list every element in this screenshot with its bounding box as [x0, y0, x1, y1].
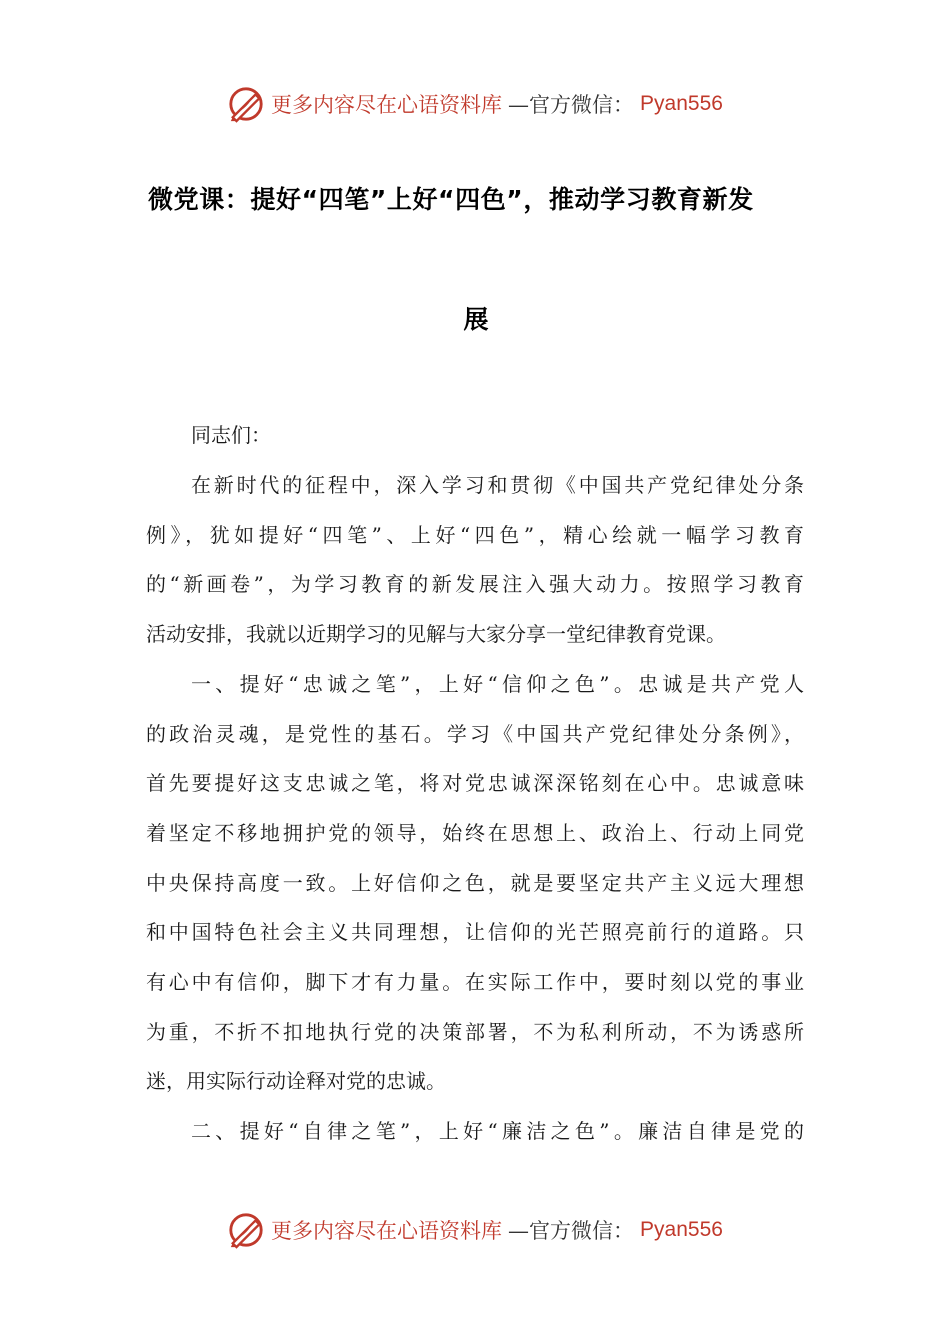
- watermark-main-text: 更多内容尽在心语资料库: [271, 93, 503, 117]
- watermark-main-text: 更多内容尽在心语资料库: [271, 1219, 503, 1243]
- watermark-separator-text: —官方微信：: [508, 93, 635, 117]
- paragraph-line: 在新时代的征程中，深入学习和贯彻《中国共产党纪律处分条: [191, 473, 804, 497]
- paragraph-line: 活动安排，我就以近期学习的见解与大家分享一堂纪律教育党课。: [146, 622, 726, 646]
- document-title-line-2: 展: [463, 305, 489, 334]
- pen-logo-icon: [227, 85, 265, 123]
- paragraph-line: 二、提好“自律之笔”，上好“廉洁之色”。廉洁自律是党的: [191, 1119, 804, 1143]
- salutation: 同志们：: [191, 423, 271, 447]
- paragraph-line: 的“新画卷”，为学习教育的新发展注入强大动力。按照学习教育: [146, 572, 804, 596]
- paragraph-line: 有心中有信仰，脚下才有力量。在实际工作中，要时刻以党的事业: [146, 970, 804, 994]
- watermark-header: [0, 84, 950, 124]
- paragraph-line: 和中国特色社会主义共同理想，让信仰的光芒照亮前行的道路。只: [146, 920, 804, 944]
- paragraph-line: 中央保持高度一致。上好信仰之色，就是要坚定共产主义远大理想: [146, 871, 804, 895]
- paragraph-line: 迷，用实际行动诠释对党的忠诚。: [146, 1069, 446, 1093]
- watermark-handle: Pyan556: [640, 1218, 723, 1241]
- paragraph-line: 首先要提好这支忠诚之笔，将对党忠诚深深铭刻在心中。忠诚意味: [146, 771, 804, 795]
- watermark-footer: [0, 1210, 950, 1250]
- paragraph-line: 例》，犹如提好“四笔”、上好“四色”，精心绘就一幅学习教育: [146, 523, 804, 547]
- watermark-handle: Pyan556: [640, 92, 723, 115]
- pen-logo-icon: [227, 1211, 265, 1249]
- paragraph-line: 为重，不折不扣地执行党的决策部署，不为私利所动，不为诱惑所: [146, 1020, 804, 1044]
- paragraph-line: 的政治灵魂，是党性的基石。学习《中国共产党纪律处分条例》，: [146, 722, 804, 746]
- paragraph-line: 着坚定不移地拥护党的领导，始终在思想上、政治上、行动上同党: [146, 821, 804, 845]
- paragraph-line: 一、提好“忠诚之笔”，上好“信仰之色”。忠诚是共产党人: [191, 672, 804, 696]
- watermark-separator-text: —官方微信：: [508, 1219, 635, 1243]
- document-title-line-1: 微党课：提好“四笔”上好“四色”，推动学习教育新发: [148, 185, 754, 214]
